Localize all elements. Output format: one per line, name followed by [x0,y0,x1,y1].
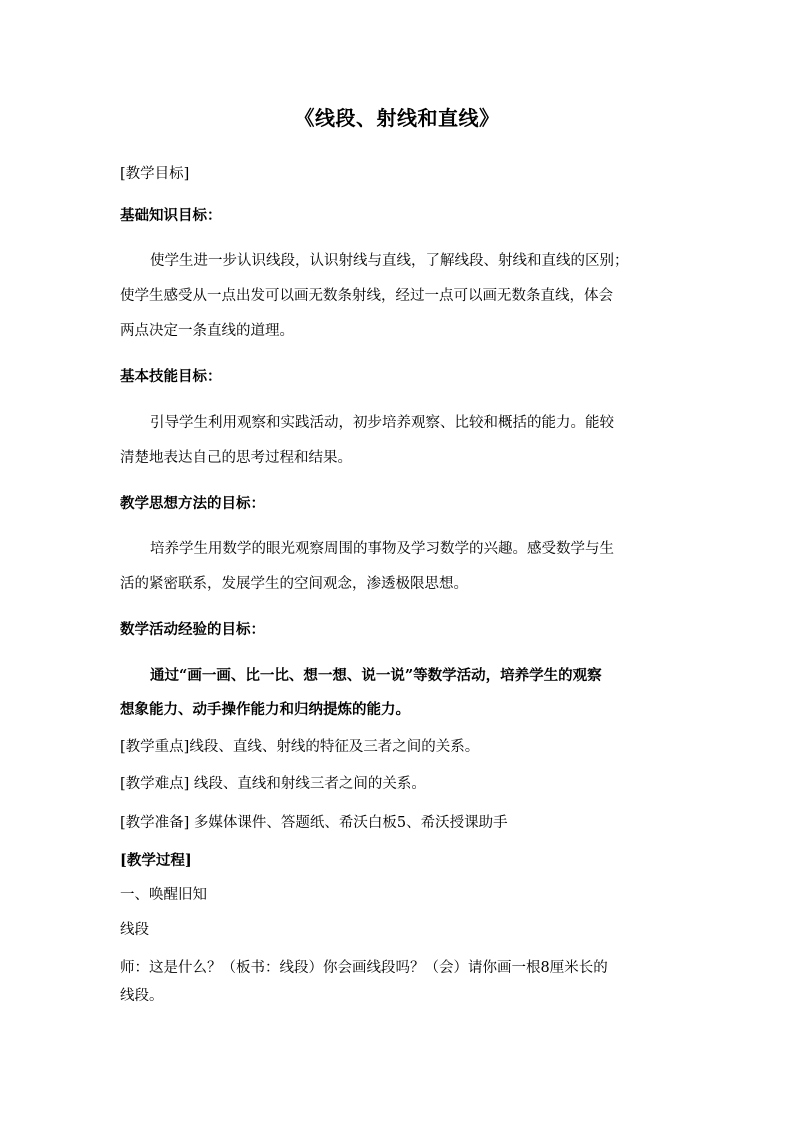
key-points: [教学重点]线段、直线、射线的特征及三者之间的关系。 [120,739,480,755]
basic-knowledge-heading: 基础知识目标： [120,207,222,224]
section-one-heading: 一、唤醒旧知 [120,887,207,903]
basic-skills-line-2: 清楚地表达自己的思考过程和结果。 [120,450,352,466]
basic-skills-heading: 基本技能目标： [120,368,222,385]
process-heading: [教学过程] [120,852,192,869]
preparation: [教学准备] 多媒体课件、答题纸、希沃白板5、希沃授课助手 [120,815,508,831]
thinking-methods-line-1: 培养学生用数学的眼光观察周围的事物及学习数学的兴趣。感受数学与生 [150,541,614,557]
thinking-methods-line-2: 活的紧密联系，发展学生的空间观念，渗透极限思想。 [120,576,468,592]
subsection-heading: 线段 [120,922,149,938]
basic-knowledge-line-3: 两点决定一条直线的道理。 [120,323,294,339]
basic-knowledge-line-1: 使学生进一步认识线段，认识射线与直线，了解线段、射线和直线的区别； [150,253,629,269]
difficulties: [教学难点] 线段、直线和射线三者之间的关系。 [120,776,426,792]
dialog-line-2: 线段。 [120,988,164,1004]
basic-skills-line-1: 引导学生利用观察和实践活动，初步培养观察、比较和概括的能力。能较 [150,415,614,431]
basic-knowledge-line-2: 使学生感受从一点出发可以画无数条射线，经过一点可以画无数条直线，体会 [120,288,613,304]
thinking-methods-heading: 教学思想方法的目标： [120,495,265,512]
activity-experience-heading: 数学活动经验的目标： [120,621,265,638]
activity-experience-line-2: 想象能力、动手操作能力和归纳提炼的能力。 [120,701,410,718]
objectives-heading: [教学目标] [120,166,190,182]
dialog-line-1: 师：这是什么？（板书：线段）你会画线段吗？（会）请你画一根8厘米长的 [120,960,608,976]
document-title: 《线段、射线和直线》 [294,106,500,130]
activity-experience-line-1: 通过“画一画、比一比、想一想、说一说”等数学活动，培养学生的观察 [150,667,602,684]
